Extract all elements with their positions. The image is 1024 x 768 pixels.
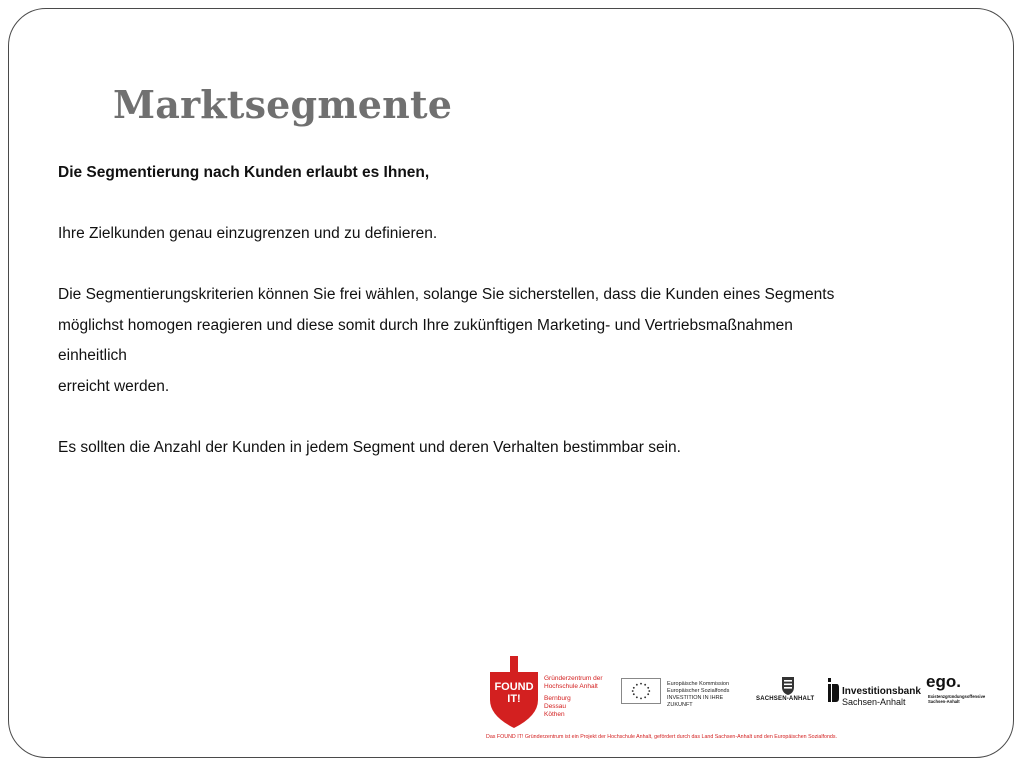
paragraph-2-line-4: erreicht werden. — [58, 377, 170, 395]
found-it-line-4: Dessau — [544, 703, 567, 710]
ego-line-1: Existenzgründungsoffensive — [928, 694, 986, 699]
ego-caption — [928, 694, 985, 704]
paragraph-2-line-3: einheitlich — [58, 347, 127, 364]
investitionsbank-sub: Sachsen-Anhalt — [842, 697, 906, 707]
eu-line-3: INVESTITION IN IHRE ZUKUNFT — [667, 695, 724, 708]
found-it-line-1: Gründerzentrum der — [544, 675, 603, 682]
footer-note: Das FOUND IT! Gründerzentrum ist ein Projekt der Hochschule Anhalt, gefördert durch das Land Sachsen-Anhalt und den Europäischen Sozialfonds. — [486, 734, 837, 740]
ego-name: ego. — [926, 672, 961, 691]
paragraph-2-line-2: möglichst homogen reagieren und diese somit durch Ihre zukünftigen Marketing- und Vertriebsmaßnahmen — [58, 316, 793, 334]
found-it-line-2: Hochschule Anhalt — [544, 683, 598, 690]
ego-line-2: Sachsen-Anhalt — [928, 699, 960, 704]
lead-text: Die Segmentierung nach Kunden erlaubt es Ihnen, — [58, 164, 430, 181]
eu-line-1: Europäische Kommission — [667, 681, 730, 687]
found-it-logo-text-1: FOUND — [494, 681, 534, 693]
paragraph-2-line-1: Die Segmentierungskriterien können Sie frei wählen, solange Sie sicherstellen, dass die Kunden eines Segments — [58, 286, 835, 303]
eu-logo-block — [621, 678, 749, 708]
investitionsbank-icon — [826, 676, 840, 706]
found-it-logo — [486, 654, 542, 730]
found-it-line-5: Köthen — [544, 711, 565, 718]
found-it-line-3: Bernburg — [544, 695, 571, 702]
sachsen-anhalt-label: SACHSEN-ANHALT — [756, 696, 815, 702]
investitionsbank-name: Investitionsbank — [842, 686, 921, 697]
investitionsbank-logo-block — [826, 676, 921, 706]
eu-flag-icon — [621, 678, 661, 704]
ego-logo-block — [926, 672, 990, 706]
sachsen-anhalt-crest-icon — [756, 676, 820, 696]
eu-caption — [667, 681, 749, 709]
paragraph-1: Ihre Zielkunden genau einzugrenzen und zu definieren. — [58, 225, 438, 242]
eu-line-2: Europäischer Sozialfonds — [667, 688, 730, 694]
paragraph-3: Es sollten die Anzahl der Kunden in jedem Segment und deren Verhalten bestimmbar sein. — [58, 438, 681, 456]
slide-title: Marktsegmente — [113, 82, 453, 127]
footer-logos — [486, 654, 996, 746]
found-it-caption — [544, 675, 603, 719]
found-it-logo-text-2: IT! — [507, 693, 521, 705]
sachsen-anhalt-logo-block — [756, 676, 820, 710]
slide-body — [58, 158, 958, 463]
